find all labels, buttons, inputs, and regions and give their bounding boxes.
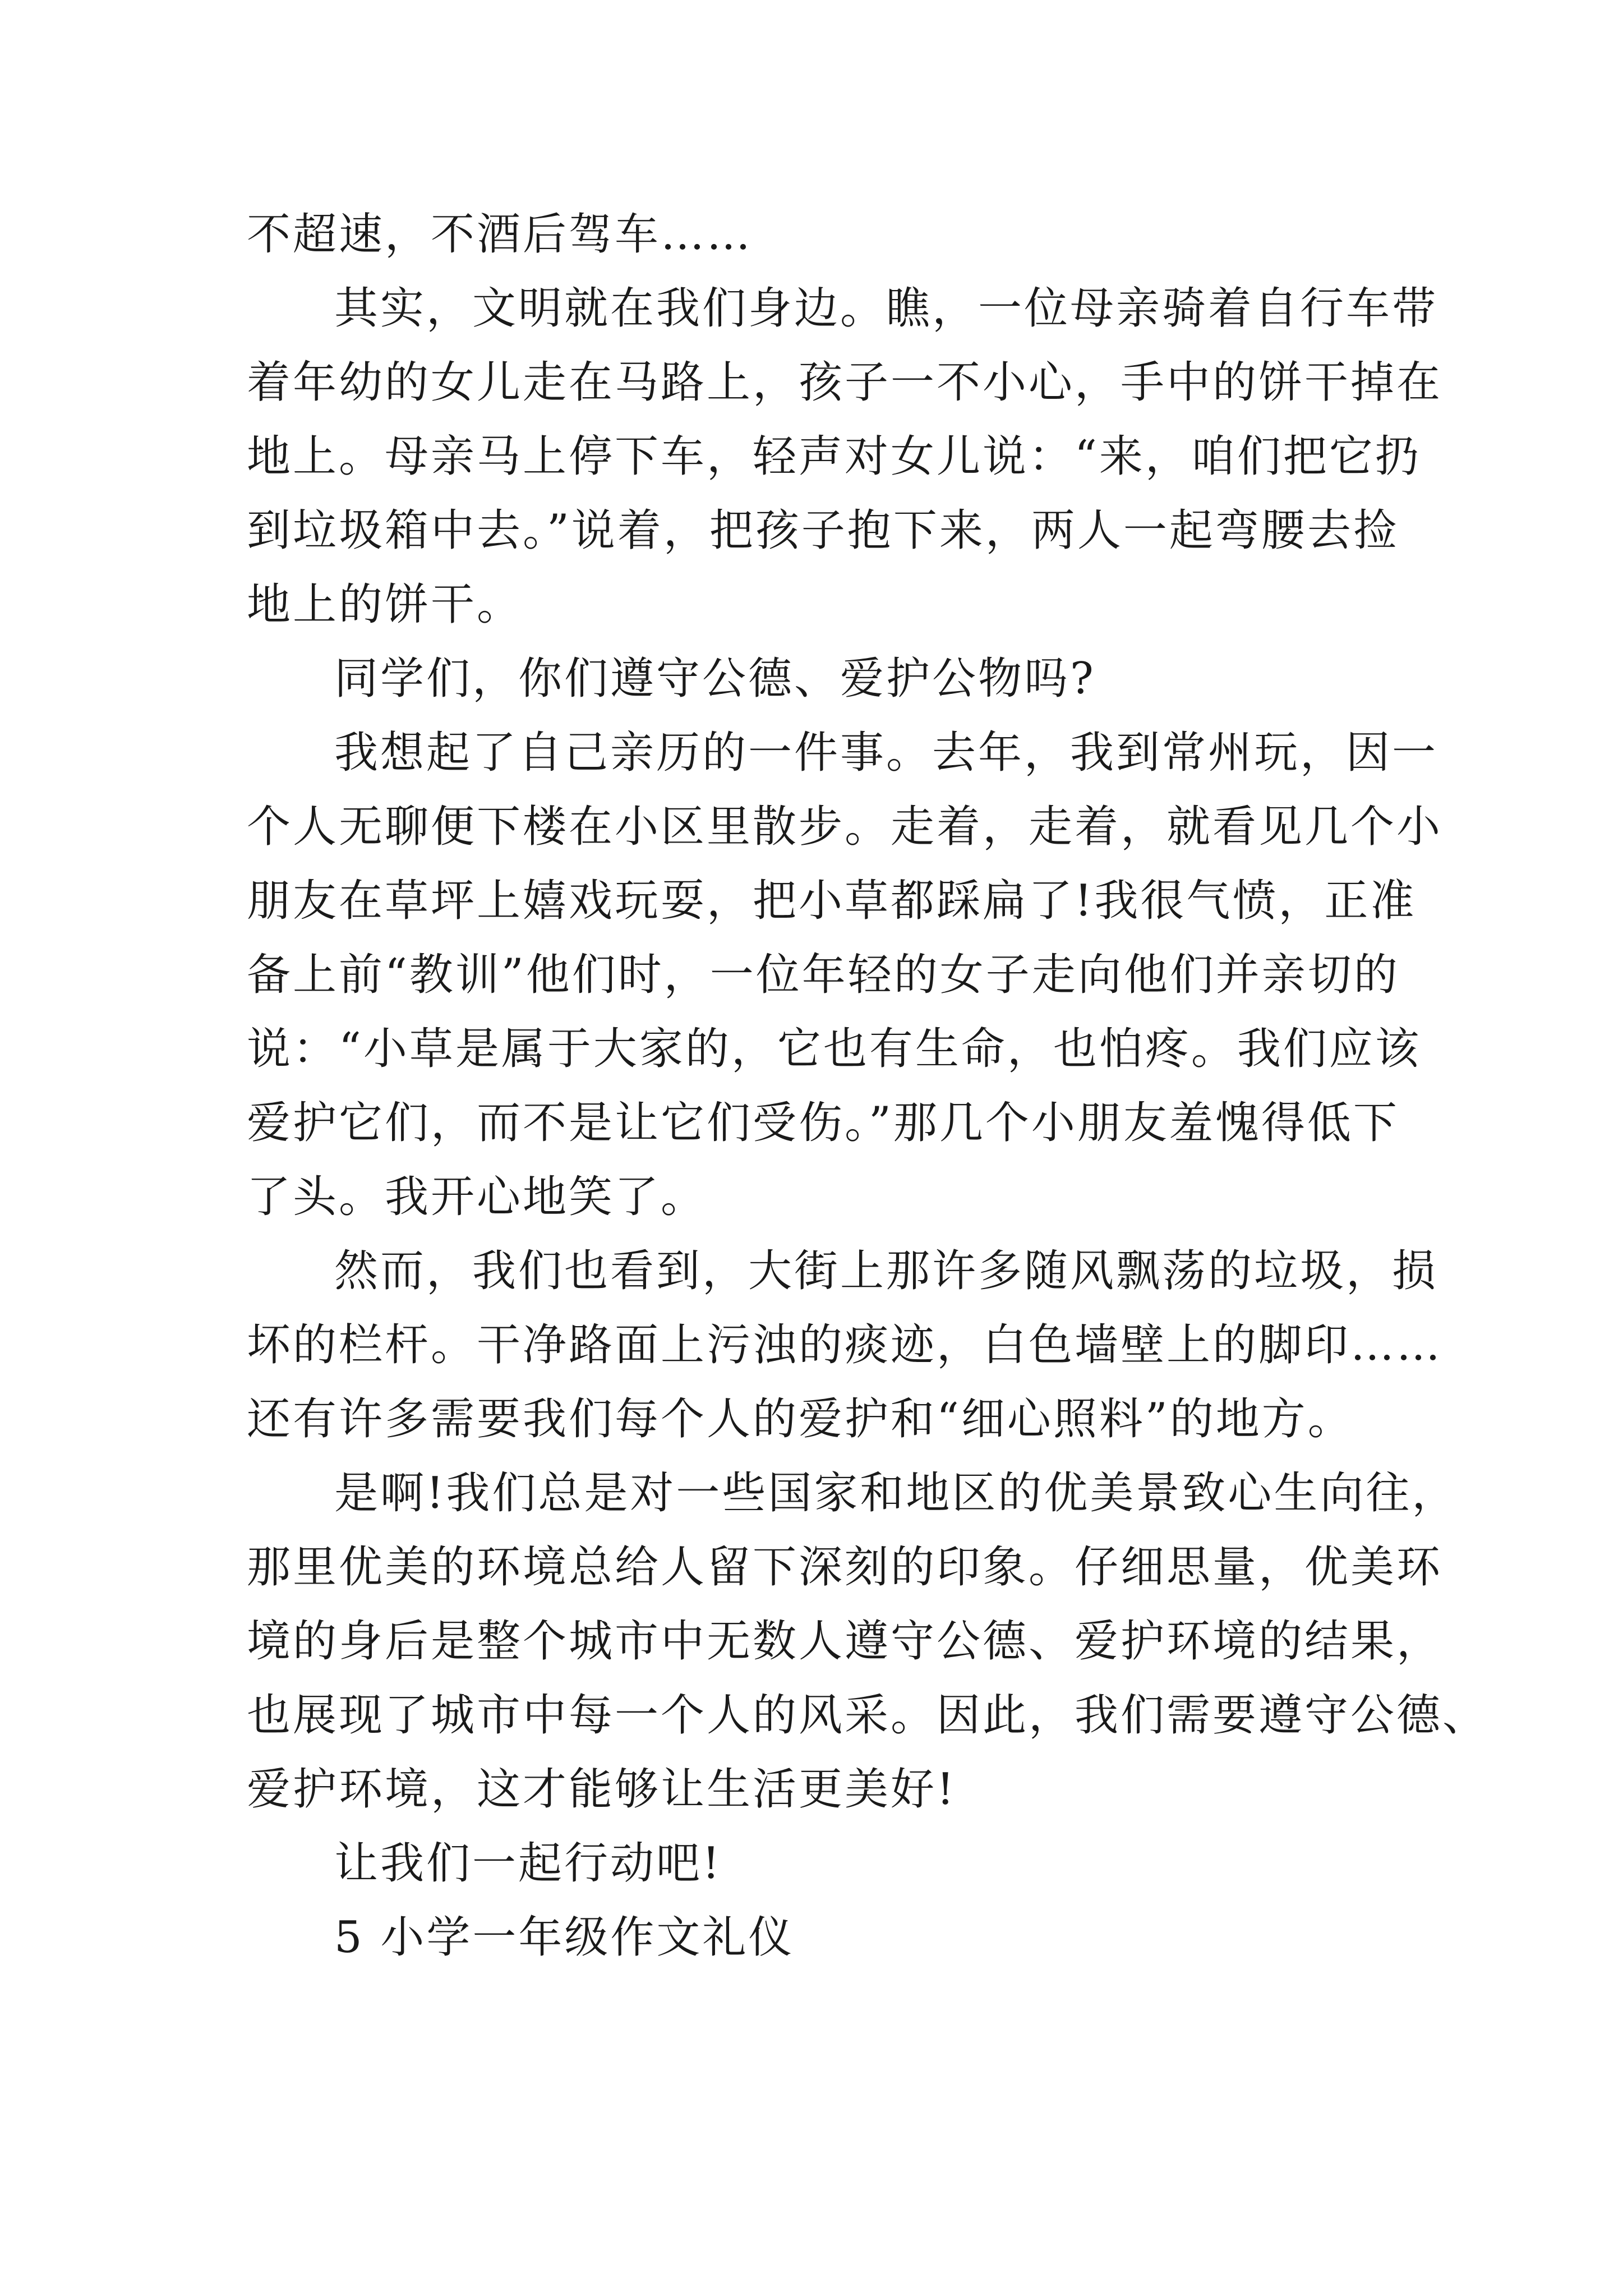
text-line: 地上。母亲马上停下车，轻声对女儿说：“来，咱们把它扔 bbox=[247, 431, 1421, 482]
text-line: 然而，我们也看到，大街上那许多随风飘荡的垃圾，损 bbox=[334, 1246, 1438, 1296]
text-line: 爱护环境，这才能够让生活更美好! bbox=[247, 1764, 957, 1815]
text-line: 同学们，你们遵守公德、爱护公物吗? bbox=[334, 654, 1096, 704]
text-line: 说：“小草是属于大家的，它也有生命，也怕疼。我们应该 bbox=[247, 1024, 1421, 1074]
text-line: 备上前“教训”他们时，一位年轻的女子走向他们并亲切的 bbox=[247, 950, 1400, 1000]
text-line: 也展现了城市中每一个人的风采。因此，我们需要遵守公德、 bbox=[247, 1690, 1489, 1741]
text-line: 了头。我开心地笑了。 bbox=[247, 1172, 707, 1222]
text-line: 坏的栏杆。干净路面上污浊的痰迹，白色墙壁上的脚印…… bbox=[247, 1320, 1443, 1370]
text-line: 境的身后是整个城市中无数人遵守公德、爱护环境的结果， bbox=[247, 1616, 1443, 1667]
text-line: 着年幼的女儿走在马路上，孩子一不小心，手中的饼干掉在 bbox=[247, 357, 1443, 408]
text-line: 爱护它们，而不是让它们受伤。”那几个小朋友羞愧得低下 bbox=[247, 1098, 1399, 1148]
text-line: 让我们一起行动吧! bbox=[334, 1838, 722, 1889]
text-line: 到垃圾箱中去。”说着，把孩子抱下来，两人一起弯腰去捡 bbox=[247, 505, 1399, 556]
text-line: 朋友在草坪上嬉戏玩耍，把小草都踩扁了!我很气愤，正准 bbox=[247, 876, 1417, 926]
section-heading: 5 小学一年级作文礼仪 bbox=[334, 1912, 795, 1963]
text-line: 我想起了自己亲历的一件事。去年，我到常州玩，因一 bbox=[334, 728, 1438, 778]
text-line: 不超速，不酒后驾车…… bbox=[247, 209, 753, 260]
text-line: 那里优美的环境总给人留下深刻的印象。仔细思量，优美环 bbox=[247, 1542, 1443, 1593]
text-line: 是啊!我们总是对一些国家和地区的优美景致心生向往， bbox=[334, 1468, 1458, 1519]
text-line: 个人无聊便下楼在小区里散步。走着，走着，就看见几个小 bbox=[247, 802, 1443, 852]
text-line: 还有许多需要我们每个人的爱护和“细心照料”的地方。 bbox=[247, 1394, 1354, 1444]
text-line: 其实，文明就在我们身边。瞧，一位母亲骑着自行车带 bbox=[334, 283, 1438, 334]
text-line: 地上的饼干。 bbox=[247, 579, 523, 630]
